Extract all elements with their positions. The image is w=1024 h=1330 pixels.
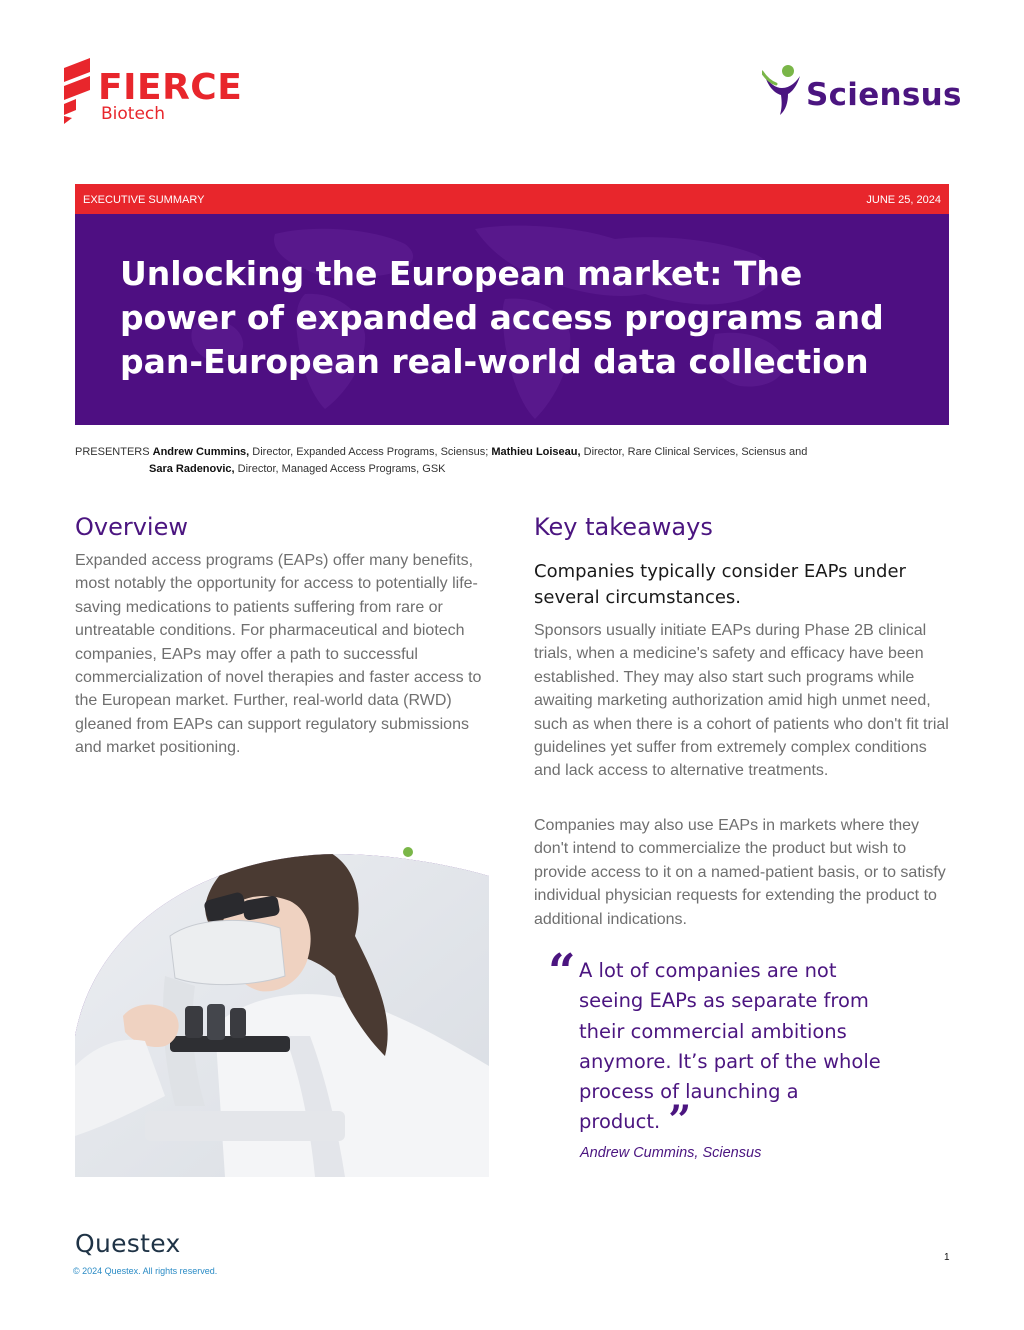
- publication-date: JUNE 25, 2024: [866, 194, 941, 206]
- presenter-1-role: Director, Expanded Access Programs, Sciensus;: [249, 446, 492, 458]
- pull-quote-text: A lot of companies are not seeing EAPs as separate from their commercial ambitions anymore. It’s part of the whole process of launching a product.: [579, 959, 881, 1134]
- key-takeaways-subheading: Companies typically consider EAPs under several circumstances.: [534, 561, 906, 608]
- hero-banner: [75, 214, 949, 425]
- copyright-notice: © 2024 Questex. All rights reserved.: [73, 1266, 218, 1276]
- document-title: Unlocking the European market: The power of expanded access programs and pan-European real-world data collection: [120, 254, 884, 381]
- scientist-microscope-photo: [75, 836, 489, 1177]
- overview-paragraph: Expanded access programs (EAPs) offer many benefits, most notably the opportunity for access to potentially life-saving medications to patients suffering from rare or untreatable conditions. For pharmaceutical and biotech companies, EAPs may offer a path to successful commercialization of novel therapies and faster access to the European market. Further, real-world data (RWD) gleaned from EAPs can support regulatory submissions and market positioning.: [75, 552, 482, 757]
- presenter-3-name: Sara Radenovic,: [149, 463, 235, 475]
- presenter-1-name: Andrew Cummins,: [152, 446, 250, 458]
- key-takeaways-paragraph-1: Sponsors usually initiate EAPs during Phase 2B clinical trials, when a medicine's safety and efficacy have been established. They may also start such programs while awaiting marketing authorization amid high unmet need, such as when there is a cohort of patients who don't fit trial guidelines yet suffer from extremely complex conditions and lack access to alternative treatments.: [534, 622, 949, 780]
- presenters-line-1: [75, 444, 935, 461]
- questex-logo: Questex: [75, 1229, 181, 1258]
- quote-attribution: Andrew Cummins, Sciensus: [580, 1145, 762, 1161]
- scientist-microscope-illustration: [75, 836, 489, 1177]
- presenter-3-role: Director, Managed Access Programs, GSK: [234, 463, 446, 475]
- executive-summary-bar: [75, 184, 949, 214]
- presenters-line-2: [75, 461, 935, 478]
- presenter-2-role: Director, Rare Clinical Services, Sciensus and: [580, 446, 808, 458]
- fierce-biotech-logo: [60, 58, 243, 126]
- sciensus-logo: [762, 64, 962, 118]
- pull-quote: [579, 956, 899, 1145]
- executive-summary-label: EXECUTIVE SUMMARY: [83, 194, 205, 206]
- fierce-wordmark: FIERCE: [98, 67, 243, 108]
- key-takeaways-heading: Key takeaways: [534, 513, 713, 541]
- fierce-flag-icon: [60, 58, 96, 124]
- page-number: 1: [944, 1252, 950, 1263]
- key-takeaways-paragraph-2: Companies may also use EAPs in markets where they don't intend to commercialize the product but wish to provide access to it on a named-patient basis, or to satisfy individual physician requests for extending the product to additional indications.: [534, 817, 946, 928]
- quote-close-mark: ”: [668, 1097, 692, 1145]
- presenter-2-name: Mathieu Loiseau,: [491, 446, 581, 458]
- presenters-block: [75, 444, 935, 478]
- fierce-sub-wordmark: Biotech: [101, 104, 166, 124]
- overview-heading: Overview: [75, 513, 188, 541]
- sciensus-wordmark: Sciensus: [806, 77, 962, 113]
- sciensus-figure-icon: [762, 64, 804, 116]
- presenters-label: PRESENTERS: [75, 446, 150, 458]
- quote-open-mark: “: [548, 944, 576, 1000]
